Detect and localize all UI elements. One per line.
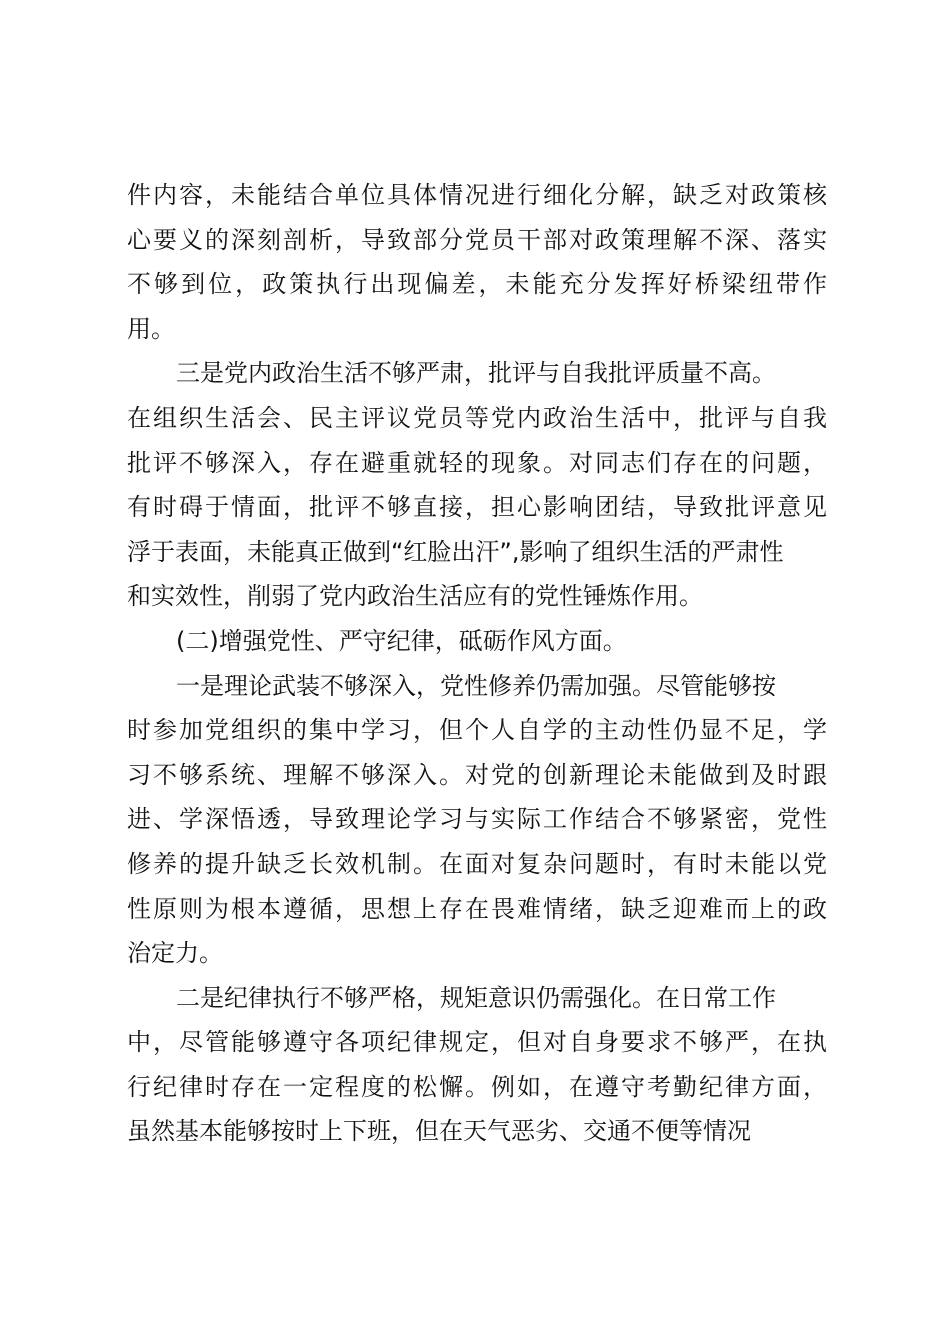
section-heading (127, 619, 827, 664)
text-line: 虽然基本能够按时上下班，但在天气恶劣、交通不便等情况 (127, 1117, 751, 1146)
text-line: 一是理论武装不够深入，党性修养仍需加强。尽管能够按 (176, 671, 776, 700)
text-line: 件内容，未能结合单位具体情况进行细化分解，缺乏对政策核 (127, 181, 827, 209)
text-line: 有时碍于情面，批评不够直接，担心影响团结，导致批评意见 (127, 493, 827, 522)
text-line: 习不够系统、理解不够深入。对党的创新理论未能做到及时跟 (127, 760, 827, 789)
text-line: 三是党内政治生活不够严肃，批评与自我批评质量不高。 (176, 359, 776, 388)
text-line: (二)增强党性、严守纪律，砥砺作风方面。 (176, 626, 627, 655)
paragraph-1 (127, 173, 827, 351)
paragraph-4 (127, 664, 827, 976)
document-body (127, 173, 827, 1154)
text-line: 性原则为根本遵循，思想上存在畏难情绪，缺乏迎难而上的政 (127, 894, 827, 923)
text-line: 和实效性，削弱了党内政治生活应有的党性锤炼作用。 (127, 582, 703, 611)
text-line: 修养的提升缺乏长效机制。在面对复杂问题时，有时未能以党 (127, 849, 827, 878)
text-line: 治定力。 (127, 939, 223, 968)
text-line: 行纪律时存在一定程度的松懈。例如，在遵守考勤纪律方面， (127, 1072, 827, 1101)
text-line: 时参加党组织的集中学习，但个人自学的主动性仍显不足，学 (127, 716, 827, 745)
text-line: 批评不够深入，存在避重就轻的现象。对同志们存在的问题， (127, 448, 827, 477)
paragraph-5 (127, 976, 827, 1154)
text-line: 进、学深悟透，导致理论学习与实际工作结合不够紧密，党性 (127, 805, 827, 834)
text-line: 二是纪律执行不够严格，规矩意识仍需强化。在日常工作 (176, 983, 776, 1012)
text-line: 不够到位，政策执行出现偏差，未能充分发挥好桥梁纽带作 (127, 270, 827, 299)
paragraph-2 (127, 351, 827, 619)
text-line: 浮于表面，未能真正做到“红脸出汗”,影响了组织生活的严肃性 (127, 537, 784, 566)
text-line: 用。 (127, 314, 175, 343)
text-line: 中，尽管能够遵守各项纪律规定，但对自身要求不够严，在执 (127, 1028, 827, 1057)
text-line: 心要义的深刻剖析，导致部分党员干部对政策理解不深、落实 (127, 225, 827, 254)
text-line: 在组织生活会、民主评议党员等党内政治生活中，批评与自我 (127, 403, 827, 432)
